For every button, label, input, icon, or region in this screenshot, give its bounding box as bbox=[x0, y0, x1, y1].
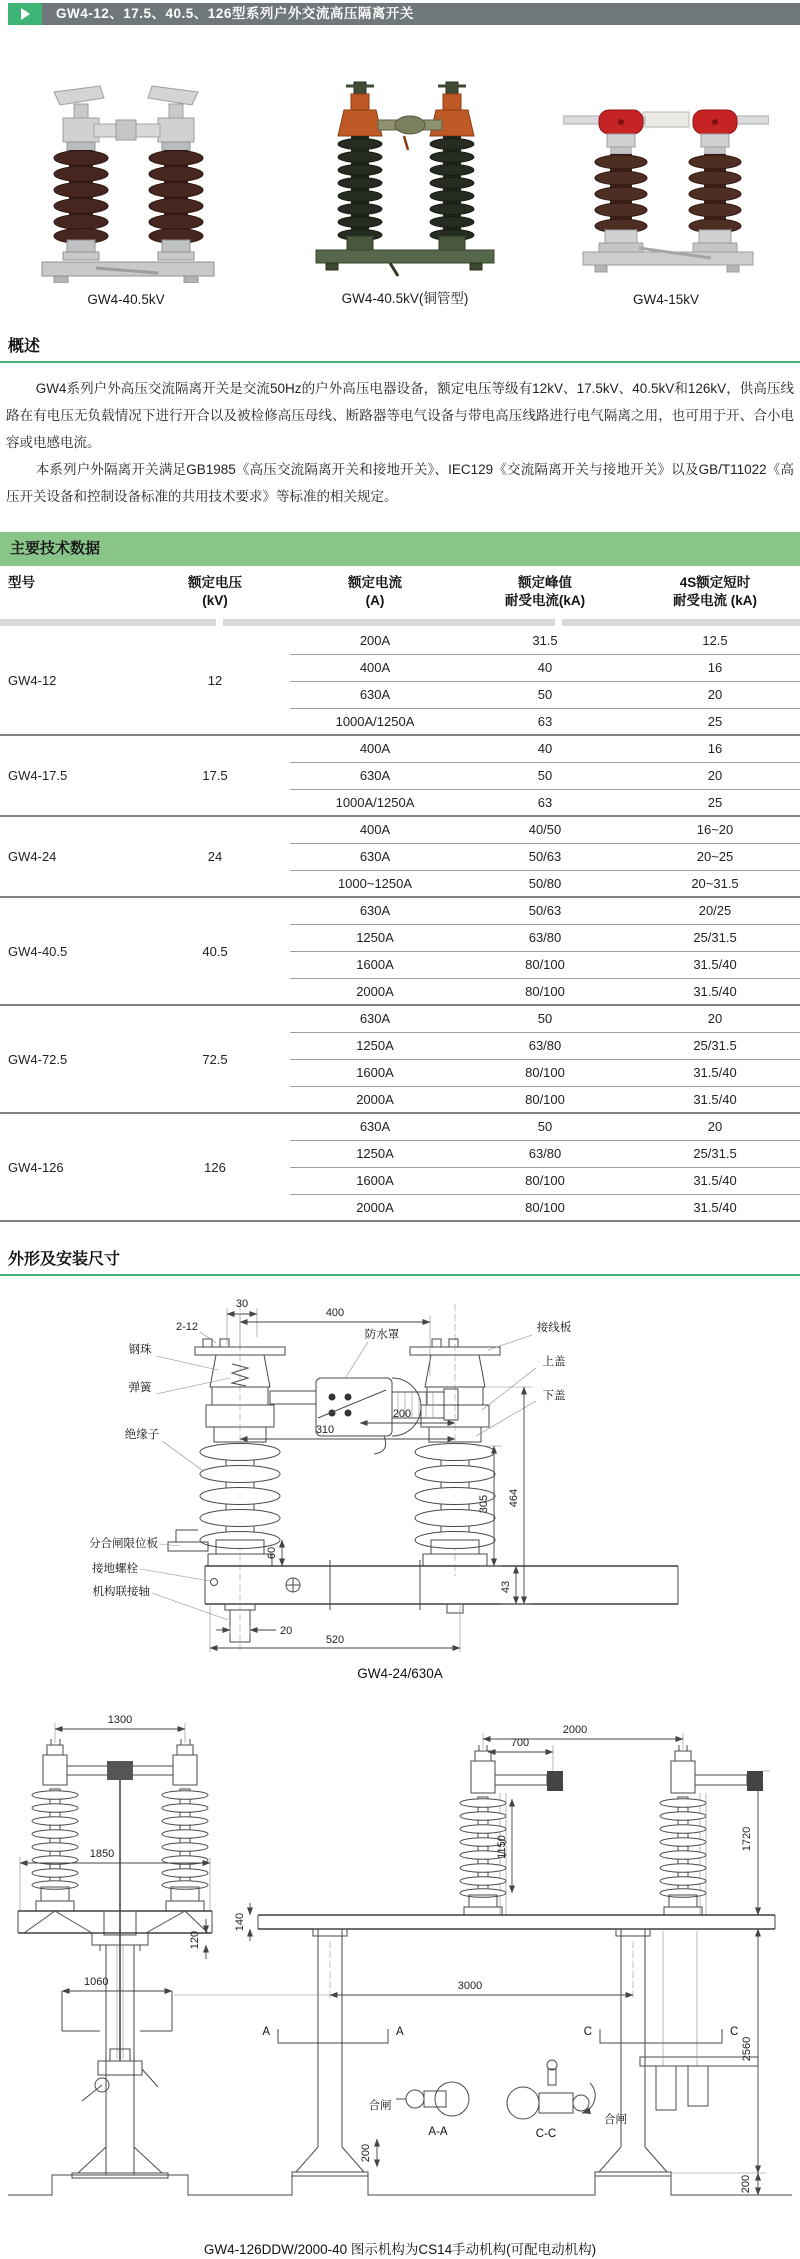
model-cell: GW4-24 bbox=[0, 816, 140, 897]
current-cell: 1000A/1250A bbox=[290, 708, 460, 735]
short-time-cell: 31.5/40 bbox=[630, 1086, 800, 1113]
current-cell: 200A bbox=[359, 632, 391, 648]
short-time-cell: 31.5/40 bbox=[630, 951, 800, 978]
peak-current-cell: 80/100 bbox=[460, 1167, 630, 1194]
peak-current-cell: 80/100 bbox=[460, 1194, 630, 1221]
overview-paragraph-1: GW4系列户外高压交流隔离开关是交流50Hz的户外高压电器设备，额定电压等级有12kV、17.5kV、40.5kV和126kV，供高压线路在有电压无负载情况下进行开合以及被检修高压母线、断路器等电气设备与带电高压线路进行电气隔离之用，也可用于开、合小电容或电感电流。 bbox=[6, 381, 794, 450]
model-cell: GW4-126 bbox=[0, 1113, 140, 1221]
section-marker-c2: C bbox=[730, 2026, 739, 2038]
model-cell: GW4-17.5 bbox=[0, 735, 140, 816]
col-header-model: 型号 bbox=[8, 575, 35, 590]
short-time-cell: 20 bbox=[630, 1113, 800, 1140]
header-divider-band bbox=[0, 618, 800, 627]
label-steel-ball: 钢珠 bbox=[128, 1344, 152, 1356]
table-row bbox=[0, 1113, 800, 1140]
section-banner-tech-data: 主要技术数据 bbox=[0, 532, 800, 566]
current-cell: 1600A bbox=[290, 1059, 460, 1086]
dim-305: 305 bbox=[478, 1494, 490, 1514]
voltage-cell: 24 bbox=[140, 816, 290, 897]
dim-120: 120 bbox=[189, 1930, 201, 1950]
table-row bbox=[0, 897, 800, 924]
current-cell: 1000A/1250A bbox=[290, 789, 460, 816]
section-marker-c1: C bbox=[583, 2026, 592, 2038]
label-spring: 弹簧 bbox=[128, 1382, 152, 1394]
label-mechanism-shaft: 机构联接轴 bbox=[92, 1586, 150, 1598]
short-time-cell: 25/31.5 bbox=[630, 1140, 800, 1167]
dim-43: 43 bbox=[500, 1580, 512, 1594]
current-cell: 630A bbox=[290, 762, 460, 789]
product-photo-row bbox=[0, 49, 800, 307]
current-cell: 400A bbox=[290, 816, 460, 843]
short-time-cell: 20 bbox=[630, 681, 800, 708]
current-cell: 400A bbox=[290, 654, 460, 681]
section-marker-a1: A bbox=[262, 2026, 270, 2038]
product-photo-gw4-15kv bbox=[563, 98, 769, 283]
short-time-cell: 31.5/40 bbox=[630, 978, 800, 1005]
model-cell: GW4-12 bbox=[8, 673, 57, 688]
dim-1300: 1300 bbox=[107, 1714, 133, 1726]
section-view-cc-label: C-C bbox=[535, 2128, 557, 2140]
label-waterproof-cover: 防水罩 bbox=[364, 1329, 400, 1341]
current-cell: 630A bbox=[290, 897, 460, 924]
short-time-cell: 16 bbox=[630, 654, 800, 681]
short-time-cell: 12.5 bbox=[702, 632, 728, 648]
short-time-cell: 20/25 bbox=[630, 897, 800, 924]
col-header-short-time: 4S额定短时 耐受电流 (kA) bbox=[673, 575, 757, 608]
model-cell: GW4-72.5 bbox=[0, 1005, 140, 1113]
short-time-cell: 16 bbox=[630, 735, 800, 762]
current-cell: 1600A bbox=[290, 951, 460, 978]
play-triangle-icon bbox=[8, 3, 42, 25]
product-caption: GW4-15kV bbox=[632, 292, 700, 307]
peak-current-cell: 50 bbox=[460, 681, 630, 708]
peak-current-cell: 50/63 bbox=[460, 843, 630, 870]
dim-200-foundation: 200 bbox=[740, 2174, 752, 2194]
peak-current-cell: 40 bbox=[460, 654, 630, 681]
voltage-cell: 126 bbox=[140, 1113, 290, 1221]
overview-paragraph-2: 本系列户外隔离开关满足GB1985《高压交流隔离开关和接地开关》、IEC129《交流隔离开关与接地开关》以及GB/T11022《高压开关设备和控制设备标准的共用技术要求》等标准的相关规定。 bbox=[6, 462, 794, 504]
peak-current-cell: 80/100 bbox=[460, 978, 630, 1005]
peak-current-cell: 80/100 bbox=[460, 951, 630, 978]
product-figure bbox=[26, 78, 226, 307]
col-header-current: 额定电流 (A) bbox=[348, 575, 402, 608]
label-insulator: 绝缘子 bbox=[124, 1429, 160, 1441]
peak-current-cell: 63/80 bbox=[460, 1140, 630, 1167]
dim-holes: 2-12 bbox=[175, 1321, 198, 1333]
col-header-voltage: 额定电压 (kV) bbox=[188, 575, 242, 608]
dim-60: 60 bbox=[266, 1546, 278, 1560]
current-cell: 2000A bbox=[290, 978, 460, 1005]
peak-current-cell: 40 bbox=[460, 735, 630, 762]
dim-700: 700 bbox=[510, 1737, 530, 1749]
current-cell: 630A bbox=[290, 843, 460, 870]
drawing-caption-2: GW4-126DDW/2000-40 图示机构为CS14手动机构(可配电动机构) bbox=[203, 2242, 597, 2257]
label-close-1: 合闸 bbox=[368, 2100, 392, 2112]
section-heading-dimensions: 外形及安装尺寸 bbox=[0, 1246, 800, 1276]
peak-current-cell: 50/63 bbox=[460, 897, 630, 924]
peak-current-cell: 63 bbox=[460, 708, 630, 735]
col-header-peak: 额定峰值 耐受电流(kA) bbox=[504, 575, 586, 608]
label-limit-plate: 分合闸限位板 bbox=[89, 1538, 158, 1550]
table-header-row bbox=[0, 566, 800, 618]
current-cell: 630A bbox=[290, 1113, 460, 1140]
peak-current-cell: 50 bbox=[460, 762, 630, 789]
current-cell: 1250A bbox=[290, 1032, 460, 1059]
product-photo-gw4-40-5kv-copper bbox=[304, 78, 506, 278]
peak-current-cell: 80/100 bbox=[460, 1059, 630, 1086]
short-time-cell: 31.5/40 bbox=[630, 1059, 800, 1086]
peak-current-cell: 50 bbox=[460, 1005, 630, 1032]
product-photo-gw4-40-5kv bbox=[26, 78, 226, 283]
short-time-cell: 31.5/40 bbox=[630, 1167, 800, 1194]
current-cell: 400A bbox=[290, 735, 460, 762]
short-time-cell: 25 bbox=[630, 708, 800, 735]
short-time-cell: 31.5/40 bbox=[630, 1194, 800, 1221]
voltage-cell: 40.5 bbox=[140, 897, 290, 1005]
dim-2000: 2000 bbox=[562, 1724, 588, 1736]
voltage-cell: 17.5 bbox=[140, 735, 290, 816]
label-terminal-plate: 接线板 bbox=[536, 1322, 572, 1334]
dim-3000: 3000 bbox=[457, 1980, 483, 1992]
short-time-cell: 25/31.5 bbox=[630, 1032, 800, 1059]
peak-current-cell: 63 bbox=[460, 789, 630, 816]
product-caption: GW4-40.5kV bbox=[87, 292, 165, 307]
peak-current-cell: 63/80 bbox=[460, 1032, 630, 1059]
dim-200-base: 200 bbox=[360, 2143, 372, 2163]
short-time-cell: 20~31.5 bbox=[630, 870, 800, 897]
section-view-aa-label: A-A bbox=[428, 2126, 448, 2138]
product-caption: GW4-40.5kV(铜管型) bbox=[341, 291, 469, 306]
model-cell: GW4-40.5 bbox=[0, 897, 140, 1005]
current-cell: 630A bbox=[290, 681, 460, 708]
short-time-cell: 20 bbox=[630, 762, 800, 789]
current-cell: 2000A bbox=[290, 1086, 460, 1113]
peak-current-cell: 40/50 bbox=[460, 816, 630, 843]
dim-1850: 1850 bbox=[89, 1848, 115, 1860]
short-time-cell: 25 bbox=[630, 789, 800, 816]
current-cell: 1600A bbox=[290, 1167, 460, 1194]
dim-20: 20 bbox=[280, 1625, 293, 1637]
current-cell: 1250A bbox=[290, 924, 460, 951]
dim-520: 520 bbox=[325, 1634, 345, 1646]
short-time-cell: 20~25 bbox=[630, 843, 800, 870]
short-time-cell: 20 bbox=[630, 1005, 800, 1032]
label-bottom-cover: 下盖 bbox=[542, 1390, 566, 1402]
section-marker-a2: A bbox=[396, 2026, 404, 2038]
peak-current-cell: 50/80 bbox=[460, 870, 630, 897]
tech-data-table bbox=[0, 566, 800, 1222]
dim-400: 400 bbox=[325, 1307, 345, 1319]
section-heading-overview: 概述 bbox=[0, 333, 800, 363]
dim-200: 200 bbox=[392, 1408, 412, 1420]
tech-table-body bbox=[0, 627, 800, 1221]
peak-current-cell: 50 bbox=[460, 1113, 630, 1140]
dim-464: 464 bbox=[508, 1488, 520, 1508]
dim-2560: 2560 bbox=[741, 2036, 753, 2062]
peak-current-cell: 80/100 bbox=[460, 1086, 630, 1113]
product-figure bbox=[304, 78, 506, 307]
installation-drawing-gw4-126 bbox=[0, 1689, 800, 2234]
current-cell: 1000~1250A bbox=[290, 870, 460, 897]
dim-1150: 1150 bbox=[496, 1835, 508, 1859]
dim-310: 310 bbox=[315, 1424, 335, 1436]
current-cell: 1250A bbox=[290, 1140, 460, 1167]
short-time-cell: 25/31.5 bbox=[630, 924, 800, 951]
short-time-cell: 16~20 bbox=[630, 816, 800, 843]
dim-140: 140 bbox=[234, 1912, 246, 1932]
page-title-bar bbox=[8, 3, 800, 25]
dim-1060: 1060 bbox=[84, 1976, 109, 1988]
dim-30: 30 bbox=[235, 1298, 249, 1310]
table-row bbox=[0, 1005, 800, 1032]
current-cell: 2000A bbox=[290, 1194, 460, 1221]
label-ground-bolt: 接地螺栓 bbox=[92, 1563, 138, 1575]
peak-current-cell: 31.5 bbox=[532, 632, 558, 648]
table-row bbox=[0, 735, 800, 762]
label-close-2: 合闸 bbox=[604, 2114, 627, 2126]
table-row bbox=[0, 816, 800, 843]
current-cell: 630A bbox=[290, 1005, 460, 1032]
product-figure bbox=[563, 98, 769, 307]
voltage-cell: 12 bbox=[207, 673, 223, 688]
label-top-cover: 上盖 bbox=[542, 1356, 566, 1368]
drawing-caption-1: GW4-24/630A bbox=[357, 1666, 443, 1681]
outline-drawing-gw4-24 bbox=[30, 1290, 770, 1662]
voltage-cell: 72.5 bbox=[140, 1005, 290, 1113]
table-row bbox=[0, 627, 800, 654]
page-title: GW4-12、17.5、40.5、126型系列户外交流高压隔离开关 bbox=[42, 3, 800, 25]
dim-1720: 1720 bbox=[741, 1826, 753, 1852]
peak-current-cell: 63/80 bbox=[460, 924, 630, 951]
